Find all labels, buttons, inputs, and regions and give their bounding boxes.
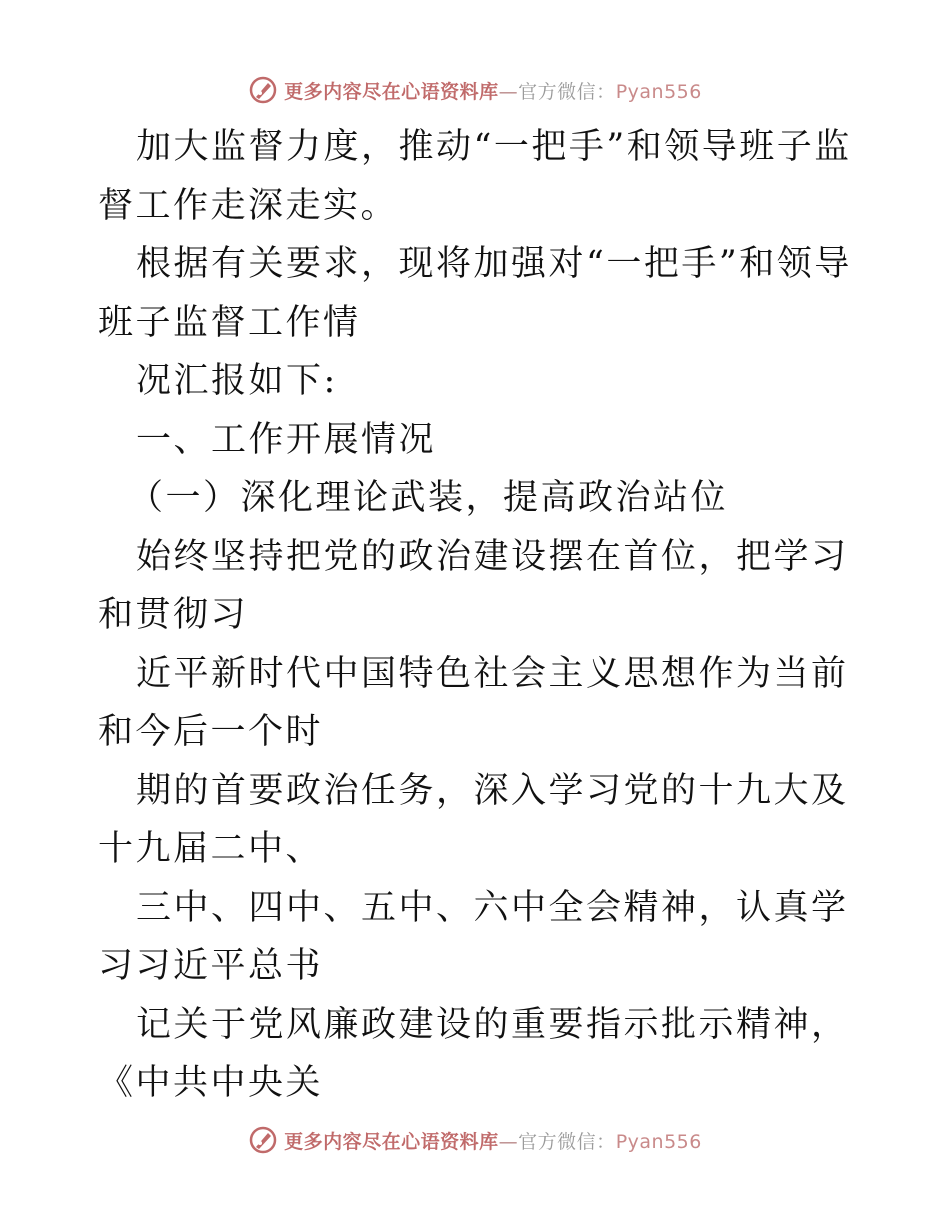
watermark-sub: 官方微信： (518, 1130, 616, 1153)
quill-circle-logo-icon (248, 1125, 278, 1155)
paragraph: 况汇报如下: (136, 361, 338, 401)
paragraph: 期的首要政治任务，深入学习党的十九大及十九届二中、 (98, 770, 849, 869)
header-watermark (0, 72, 950, 108)
footer-watermark (0, 1122, 950, 1158)
section-heading: 一、工作开展情况 (136, 419, 437, 460)
watermark-id: Pyan556 (615, 80, 702, 103)
watermark-text (284, 77, 702, 104)
quill-circle-logo-icon (248, 75, 278, 105)
document-body (98, 118, 858, 1113)
watermark-id: Pyan556 (615, 1130, 702, 1153)
watermark-main: 更多内容尽在心语资料库 (284, 1130, 499, 1153)
paragraph: 近平新时代中国特色社会主义思想作为当前和今后一个时 (98, 653, 849, 752)
watermark-text (284, 1127, 702, 1154)
watermark-main: 更多内容尽在心语资料库 (284, 80, 499, 103)
subsection-heading: （一）深化理论武装，提高政治站位 (128, 478, 729, 518)
watermark-sub: 官方微信： (518, 80, 616, 103)
paragraph: 始终坚持把党的政治建设摆在首位，把学习和贯彻习 (98, 536, 849, 635)
watermark-separator: — (498, 1130, 519, 1153)
paragraph: 记关于党风廉政建设的重要指示批示精神，《中共中央关 (98, 1004, 849, 1103)
paragraph: 加大监督力度，推动“一把手”和领导班子监督工作走深走实。 (98, 127, 852, 226)
watermark-separator: — (498, 80, 519, 103)
paragraph: 根据有关要求，现将加强对“一把手”和领导班子监督工作情 (98, 244, 852, 343)
paragraph: 三中、四中、五中、六中全会精神，认真学习习近平总书 (98, 887, 849, 986)
